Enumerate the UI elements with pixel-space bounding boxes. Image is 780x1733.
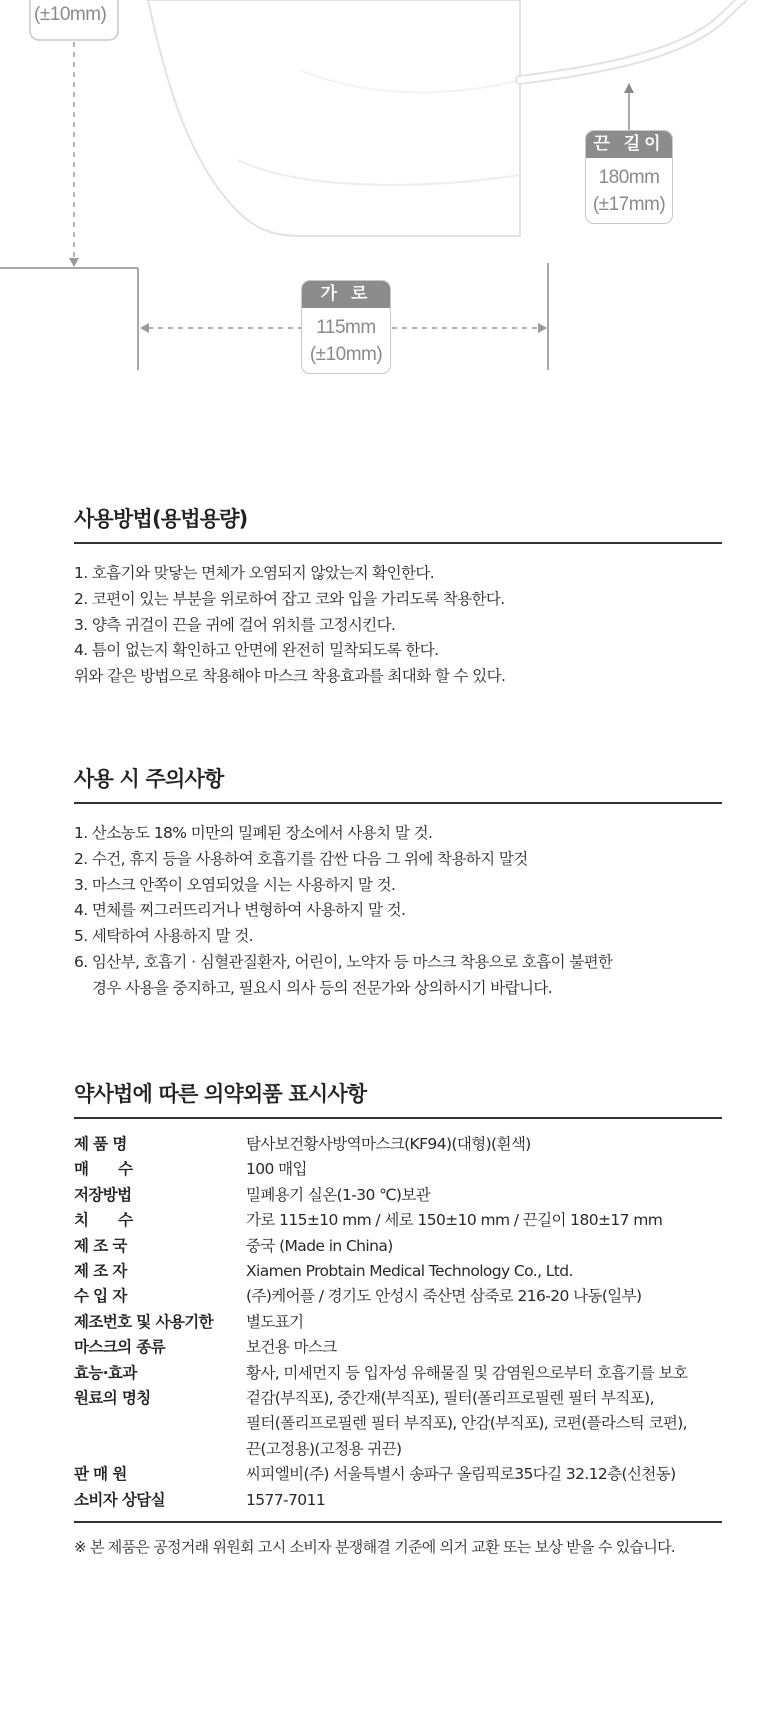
strap-length-tolerance: (±17mm) (592, 194, 666, 215)
table-row (74, 1234, 722, 1259)
row-value: 겉감(부직포), 중간재(부직포), 필터(폴리프로필렌 필터 부직포), (246, 1389, 654, 1408)
label-info-section (74, 1078, 722, 1557)
table-row (74, 1488, 722, 1513)
row-value: 가로 115±10 mm / 세로 150±10 mm / 끈길이 180±17 mm (246, 1211, 663, 1230)
usage-item: 4. 틈이 없는지 확인하고 안면에 완전히 밀착되도록 한다. (74, 641, 439, 660)
row-key: 원료의 명칭 (74, 1389, 151, 1408)
row-value: 탐사보건황사방역마스크(KF94)(대형)(흰색) (246, 1135, 531, 1153)
row-value: 씨피엘비(주) 서울특별시 송파구 올림픽로35다길 32.12층(신천동) (246, 1465, 676, 1484)
row-value: (주)케어플 / 경기도 안성시 죽산면 삼죽로 216-20 나동(일부) (246, 1287, 642, 1306)
table-row (74, 1208, 722, 1233)
row-key: 저장방법 (74, 1185, 132, 1204)
row-key: 소비자 상담실 (74, 1490, 166, 1509)
table-bottom-divider (74, 1521, 722, 1523)
height-tolerance: (±10mm) (34, 4, 107, 25)
table-row (74, 1157, 722, 1182)
cautions-list (74, 821, 722, 1002)
row-key: 마스크의 종류 (74, 1338, 166, 1357)
table-row (74, 1259, 722, 1284)
mask-body-outline (148, 0, 520, 236)
label-info-table (74, 1132, 722, 1513)
strap-length-box (585, 130, 673, 224)
table-row (74, 1310, 722, 1335)
row-key (74, 1437, 246, 1462)
row-key: 치 수 (74, 1211, 133, 1230)
table-row (74, 1132, 722, 1157)
row-value: 1577-7011 (246, 1490, 326, 1509)
row-key (74, 1411, 246, 1436)
table-row (74, 1183, 722, 1208)
caution-item: 4. 면체를 찌그러뜨리거나 변형하여 사용하지 말 것. (74, 901, 406, 920)
width-box (301, 280, 391, 374)
caution-item-continuation: 경우 사용을 중지하고, 필요시 의사 등의 전문가와 상의하시기 바랍니다. (92, 978, 553, 997)
row-key: 제 조 국 (74, 1236, 127, 1255)
table-row (74, 1335, 722, 1360)
caution-item: 3. 마스크 안쪽이 오염되었을 시는 사용하지 말 것. (74, 875, 396, 894)
width-arrow-left-icon (140, 323, 149, 333)
width-value: 115mm (316, 317, 376, 338)
caution-item: 6. 임산부, 호흡기 · 심혈관질환자, 어린이, 노약자 등 마스크 착용으로 호흡이 불편한 (74, 952, 613, 971)
row-value: 중국 (Made in China) (246, 1236, 393, 1255)
row-value: 필터(폴리프로필렌 필터 부직포), 안감(부직포), 코편(플라스틱 코편), (246, 1414, 687, 1433)
caution-item: 2. 수건, 휴지 등을 사용하여 호흡기를 감싼 다음 그 위에 착용하지 말것 (74, 849, 528, 868)
row-value: Xiamen Probtain Medical Technology Co., Ltd. (246, 1262, 573, 1281)
table-row (74, 1386, 722, 1411)
table-row (74, 1462, 722, 1487)
width-arrow-right-icon (538, 323, 547, 333)
usage-title: 사용방법(용법용량) (74, 503, 722, 544)
strap-length-label: 끈 길이 (586, 131, 672, 158)
strap-length-value: 180mm (598, 167, 660, 188)
strap-arrow-up-icon (624, 83, 634, 93)
usage-item: 3. 양측 귀걸이 끈을 귀에 걸어 위치를 고정시킨다. (74, 615, 396, 634)
caution-item: 1. 산소농도 18% 미만의 밀폐된 장소에서 사용치 말 것. (74, 824, 433, 842)
row-value: 100 매입 (246, 1160, 307, 1179)
usage-section (74, 503, 722, 690)
row-key: 판 매 원 (74, 1465, 127, 1484)
usage-item: 2. 코편이 있는 부분을 위로하여 잡고 코와 입을 가리도록 착용한다. (74, 589, 505, 608)
row-value: 황사, 미세먼지 등 입자성 유해물질 및 감염원으로부터 호흡기를 보호 (246, 1363, 688, 1382)
usage-summary: 위와 같은 방법으로 착용해야 마스크 착용효과를 최대화 할 수 있다. (74, 667, 506, 686)
caution-item: 5. 세탁하여 사용하지 말 것. (74, 927, 253, 946)
ear-strap (520, 0, 742, 80)
width-label: 가 로 (302, 281, 390, 308)
label-info-title: 약사법에 따른 의약외품 표시사항 (74, 1078, 722, 1119)
mask-dimension-diagram (0, 0, 780, 390)
row-key: 효능·효과 (74, 1363, 137, 1382)
height-arrow-down-icon (69, 258, 79, 267)
table-row (74, 1361, 722, 1386)
row-key: 제조번호 및 사용기한 (74, 1312, 213, 1331)
table-row (74, 1437, 722, 1462)
cautions-section (74, 763, 722, 1002)
row-value: 끈(고정용)(고정용 귀끈) (246, 1439, 402, 1458)
cautions-title: 사용 시 주의사항 (74, 763, 722, 804)
row-key: 수 입 자 (74, 1287, 127, 1306)
row-key: 제 품 명 (74, 1135, 127, 1153)
row-key: 매 수 (74, 1160, 133, 1179)
usage-item: 1. 호흡기와 맞닿는 면체가 오염되지 않았는지 확인한다. (74, 564, 435, 582)
row-value: 밀폐용기 실온(1-30 ℃)보관 (246, 1185, 431, 1204)
row-value: 별도표기 (246, 1312, 304, 1331)
row-key: 제 조 자 (74, 1262, 127, 1281)
width-tolerance: (±10mm) (309, 344, 383, 365)
usage-list (74, 561, 722, 690)
table-row (74, 1284, 722, 1309)
row-value: 보건용 마스크 (246, 1338, 337, 1357)
table-row (74, 1411, 722, 1436)
consumer-notice: ※ 본 제품은 공정거래 위원회 고시 소비자 분쟁해결 기준에 의거 교환 또는 보상 받을 수 있습니다. (74, 1538, 675, 1557)
